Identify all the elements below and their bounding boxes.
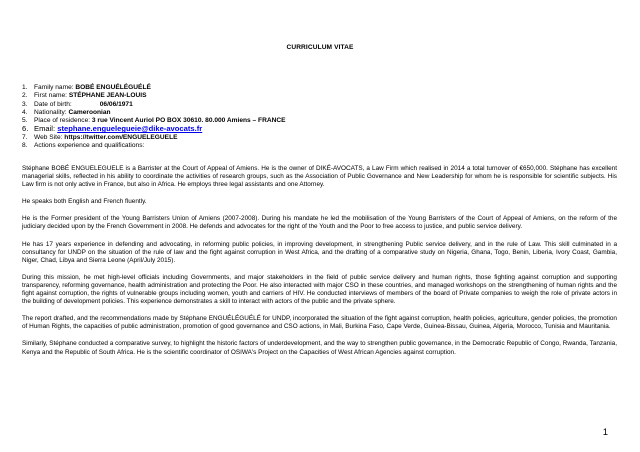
paragraph-undp-report: The report drafted, and the recommendations made by Stéphane ENGUÉLÉGUÉLÉ for UNDP, incorporated the situation of the fight against corruption, health policies, agriculture, gender policies, the promotion of Human Rights, the capacities of public administration, promotion of good governance and CSO actions, in Mali, Burkina Faso, Cape Verde, Guinea-Bissau, Guinea, Algeria, Morocco, Tunisia and Mauritania. xyxy=(22,315,617,331)
item-number: 1. xyxy=(22,84,28,91)
item-number: 7. xyxy=(22,134,28,142)
item-value: STÉPHANE JEAN-LOUIS xyxy=(68,92,147,100)
paragraph-barrister: Stéphane BOBÉ ENGUELEGUELE is a Barrister at the Court of Appeal of Amiens. He is the owner of DIKÉ-AVOCATS, a Law Firm which realised in 2014 a total turnover of €650,000. Stéphane has excellent managerial skills, reflected in his ability to coordinate the activities of research groups, such as the Association of Public Governance and New Leadership for whom he is responsible for scientific subjects. His Law firm is not only active in France, but also in Africa. He employs three legal assistants and one Attorney. xyxy=(22,165,617,189)
item-value: 06/06/1971 xyxy=(99,100,133,108)
item-number: 2. xyxy=(22,92,28,100)
website-link[interactable]: https://twitter.com/ENGUELEGUELE xyxy=(64,134,178,142)
item-label: Date of birth: xyxy=(34,100,72,108)
paragraph-mission: During this mission, he met high-level officials including Governments, and major stakeholders in the field of public service delivery and human rights, those fighting against corruption and supporting transparency, reforming governance, health administration and protecting the Poor. He also interacted with major CSO in these countries, and managed workshops on the strengthening of human rights and the fight against corruption, the rights of vulnerable groups including women, youth and carriers of HIV. He conducted interviews of members of the board of Private companies to weigh the role of private actors in the building of development policies. This experience demonstrates a skill to interact with actors of the public and the private sphere. xyxy=(22,273,617,306)
item-value: BOBÉ ENGUÉLÉGUÉLÉ xyxy=(75,84,151,91)
item-value: Cameroonian xyxy=(68,108,111,116)
detail-website xyxy=(22,134,582,142)
item-label: Actions experience and qualifications: xyxy=(34,142,145,150)
paragraph-comparative-survey: Similarly, Stéphane conducted a comparative survey, to highlight the historic factors of underdevelopment, and the way to strengthen public governance, in the Democratic Republic of Congo, Rwanda, Tanzania, Kenya and the Republic of South Africa. He is the scientific coordinator of OSIWA's Project on the Capacities of West African Agencies against corruption. xyxy=(22,340,617,356)
item-number: 6. xyxy=(22,124,29,134)
page-number: 1 xyxy=(602,427,608,438)
personal-details-list xyxy=(22,84,582,151)
experience-section xyxy=(22,165,617,366)
detail-nationality xyxy=(22,109,582,117)
detail-experience-heading xyxy=(22,142,582,150)
item-label: Email: xyxy=(34,124,58,134)
item-number: 4. xyxy=(22,108,28,116)
paragraph-young-barristers: He is the Former president of the Young Barristers Union of Amiens (2007-2008). During his mandate he led the mobilisation of the Young Barristers of the Court of Appeal of Amiens, on the reform of the judiciary decided upon by the French Government in 2008. He defends and advocates for the right of the Youth and the Poor to free access to justice, and public service delivery. xyxy=(22,215,617,231)
item-number: 3. xyxy=(22,100,28,108)
document-title: CURRICULUM VITAE xyxy=(286,44,354,51)
item-value: 3 rue Vincent Auriol PO BOX 30610. 80.000 Amiens – FRANCE xyxy=(91,117,286,125)
detail-email xyxy=(22,125,582,134)
detail-date-of-birth xyxy=(22,101,582,109)
detail-first-name xyxy=(22,92,582,100)
item-number: 5. xyxy=(22,117,28,125)
item-label: Web Site: xyxy=(34,134,65,142)
item-label: Nationality: xyxy=(34,108,69,116)
item-label: Place of residence: xyxy=(34,117,92,125)
paragraph-experience: He has 17 years experience in defending and advocating, in reforming public policies, in improving development, in strengthening Public service delivery, and in the rule of Law. This skill culminated in a consultancy for UNDP on the situation of the rule of law and the fight against corruption in West Africa, and the drafting of a comparative study on Nigeria, Ghana, Togo, Benin, Liberia, Ivory Coast, Gambia, Niger, Chad, Libya and Sierra Leone (April/July 2015). xyxy=(22,240,617,264)
item-label: Family name: xyxy=(34,84,76,91)
item-number: 8. xyxy=(22,142,28,150)
paragraph-languages: He speaks both English and French fluently. xyxy=(22,198,147,206)
email-link[interactable]: stephane.enguelegueie@dike-avocats.fr xyxy=(57,124,203,134)
item-label: First name: xyxy=(34,92,69,100)
